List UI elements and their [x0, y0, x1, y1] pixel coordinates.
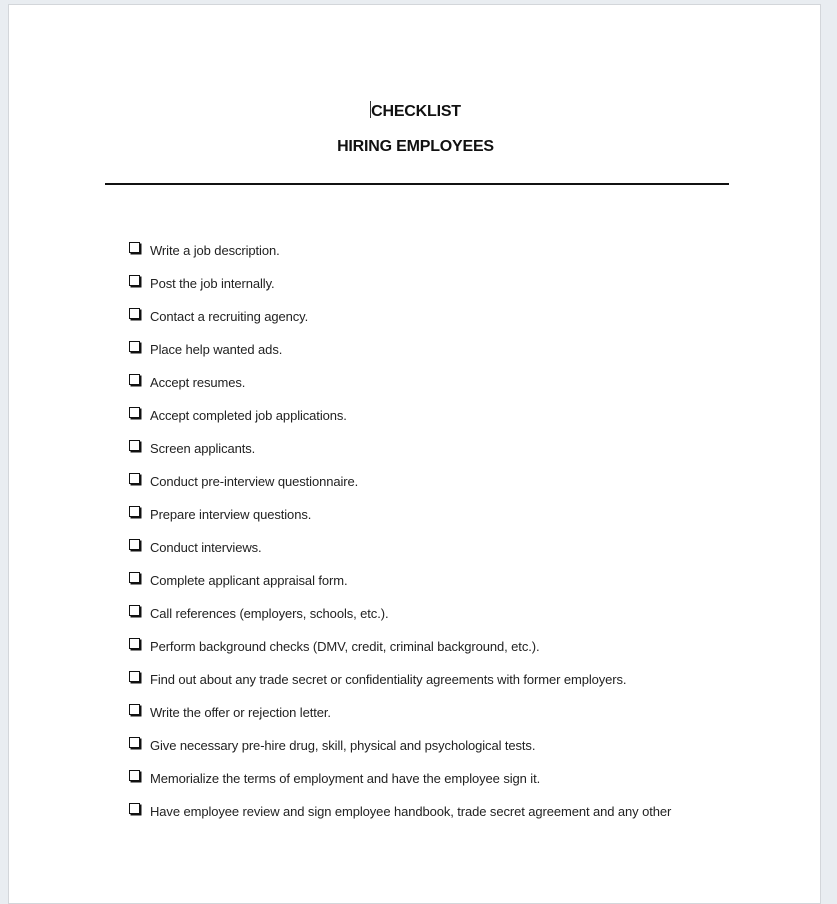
- checklist-item-label[interactable]: Conduct interviews.: [150, 540, 262, 555]
- checklist-item-label[interactable]: Contact a recruiting agency.: [150, 309, 309, 324]
- checklist-item-label[interactable]: Write the offer or rejection letter.: [150, 705, 331, 720]
- checkbox-icon[interactable]: [129, 539, 140, 550]
- checklist-item-label[interactable]: Give necessary pre-hire drug, skill, physical and psychological tests.: [150, 738, 536, 753]
- checklist-item-label[interactable]: Memorialize the terms of employment and have the employee sign it.: [150, 771, 541, 786]
- checklist-item-label[interactable]: Perform background checks (DMV, credit, criminal background, etc.).: [150, 639, 540, 654]
- checklist-item: [129, 597, 671, 630]
- checkbox-icon[interactable]: [129, 308, 140, 319]
- checklist-item-label[interactable]: Accept resumes.: [150, 375, 246, 390]
- checklist-item: [129, 663, 671, 696]
- checklist-item: [129, 795, 671, 828]
- checklist-item: [129, 333, 671, 366]
- document-page[interactable]: [8, 4, 821, 904]
- checklist-item: [129, 234, 671, 267]
- checklist-item: [129, 399, 671, 432]
- checkbox-icon[interactable]: [129, 572, 140, 583]
- checkbox-icon[interactable]: [129, 506, 140, 517]
- document-title[interactable]: [9, 101, 822, 121]
- checkbox-icon[interactable]: [129, 671, 140, 682]
- checklist: [129, 234, 671, 828]
- checklist-item-label[interactable]: Write a job description.: [150, 243, 280, 258]
- checklist-item: [129, 630, 671, 663]
- checkbox-icon[interactable]: [129, 770, 140, 781]
- checklist-item: [129, 300, 671, 333]
- checkbox-icon[interactable]: [129, 803, 140, 814]
- checklist-item: [129, 729, 671, 762]
- checklist-item-label[interactable]: Call references (employers, schools, etc.).: [150, 606, 389, 621]
- checklist-item: [129, 432, 671, 465]
- checkbox-icon[interactable]: [129, 440, 140, 451]
- checkbox-icon[interactable]: [129, 737, 140, 748]
- checklist-item: [129, 696, 671, 729]
- checklist-item: [129, 531, 671, 564]
- horizontal-rule: [105, 183, 729, 185]
- checklist-item-label[interactable]: Complete applicant appraisal form.: [150, 573, 348, 588]
- document-subtitle[interactable]: HIRING EMPLOYEES: [337, 138, 494, 155]
- checklist-item: [129, 366, 671, 399]
- checkbox-icon[interactable]: [129, 407, 140, 418]
- checklist-item: [129, 465, 671, 498]
- document-title-text: CHECKLIST: [371, 103, 461, 120]
- checklist-item: [129, 498, 671, 531]
- checklist-item-label[interactable]: Prepare interview questions.: [150, 507, 312, 522]
- checklist-item: [129, 564, 671, 597]
- checkbox-icon[interactable]: [129, 638, 140, 649]
- checkbox-icon[interactable]: [129, 473, 140, 484]
- checklist-item: [129, 762, 671, 795]
- checklist-item-label[interactable]: Have employee review and sign employee handbook, trade secret agreement and any other: [150, 804, 672, 819]
- checklist-item-label[interactable]: Find out about any trade secret or confidentiality agreements with former employers.: [150, 672, 627, 687]
- checklist-item-label[interactable]: Screen applicants.: [150, 441, 256, 456]
- checkbox-icon[interactable]: [129, 275, 140, 286]
- checkbox-icon[interactable]: [129, 374, 140, 385]
- checkbox-icon[interactable]: [129, 341, 140, 352]
- checkbox-icon[interactable]: [129, 605, 140, 616]
- checkbox-icon[interactable]: [129, 242, 140, 253]
- checklist-item-label[interactable]: Place help wanted ads.: [150, 342, 283, 357]
- checklist-item-label[interactable]: Post the job internally.: [150, 276, 275, 291]
- checklist-item-label[interactable]: Conduct pre-interview questionnaire.: [150, 474, 359, 489]
- checklist-item-label[interactable]: Accept completed job applications.: [150, 408, 347, 423]
- checkbox-icon[interactable]: [129, 704, 140, 715]
- checklist-item: [129, 267, 671, 300]
